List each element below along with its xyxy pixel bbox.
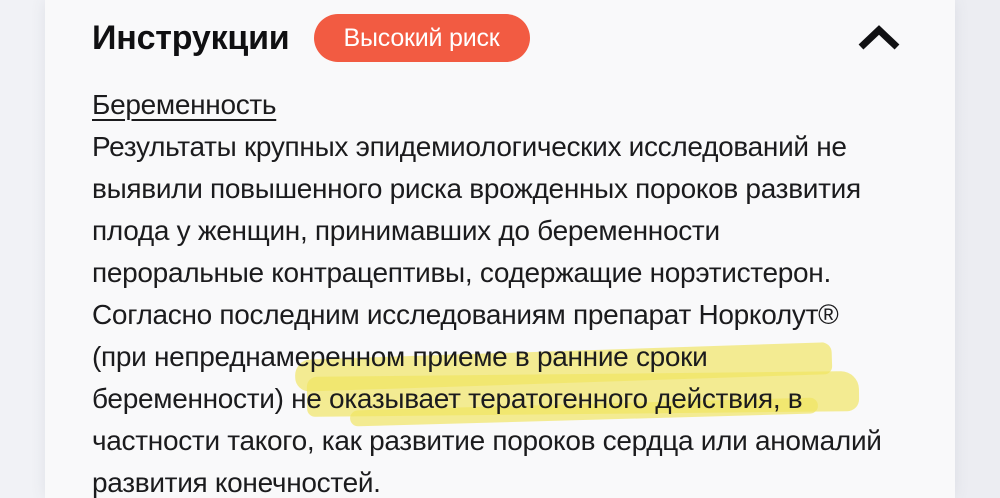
text-line: Согласно последним исследованиям препарат Норколут® [92,299,839,330]
risk-badge [314,14,530,62]
text-line: плода у женщин, принимавших до беременности [92,215,720,246]
text-line: развития конечностей. [92,467,381,498]
section-header[interactable] [92,12,530,64]
collapse-section-button[interactable] [853,22,905,56]
pregnancy-heading: Беременность [92,89,277,120]
text-line: пероральные контрацептивы, содержащие норэтистерон. [92,257,831,288]
text-line-highlighted: беременности) не оказывает тератогенного действия, в [92,383,803,414]
instructions-text [92,84,882,498]
instructions-card [45,0,955,498]
text-line: Результаты крупных эпидемиологических исследований не [92,131,847,162]
chevron-up-icon [857,25,901,54]
text-line-highlighted: (при непреднамеренном приеме в ранние сроки [92,341,708,372]
page-title: Инструкции [92,18,290,57]
text-line: выявили повышенного риска врожденных пороков развития [92,173,861,204]
text-line: частности такого, как развитие пороков сердца или аномалий [92,425,882,456]
risk-badge-label: Высокий риск [343,23,500,52]
